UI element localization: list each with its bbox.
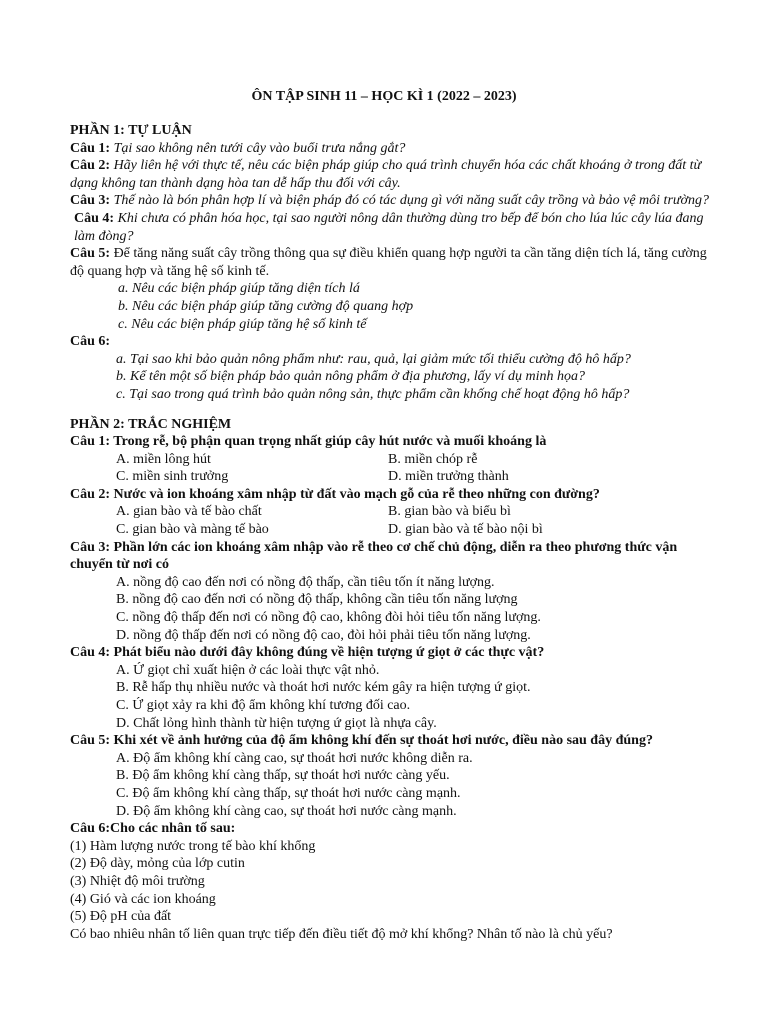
mc-q2-row-2 [70, 521, 710, 539]
factor-2: (2) Độ dày, mỏng của lớp cutin [70, 856, 245, 872]
option-d: D. Chất lỏng hình thành từ hiện tượng ứ giọt là nhựa cây. [116, 715, 437, 731]
option-b: B. Độ ẩm không khí càng thấp, sự thoát hơi nước càng yếu. [116, 768, 450, 784]
mc-question-6: Câu 6:Cho các nhân tố sau: [70, 821, 236, 837]
question-label: Câu 6: [70, 334, 111, 350]
essay-question-5 [70, 245, 710, 280]
factor-1: (1) Hàm lượng nước trong tế bào khí khổng [70, 838, 316, 854]
mc-q1-row-2 [70, 468, 710, 486]
mc-question-1: Câu 1: Trong rễ, bộ phận quan trọng nhất giúp cây hút nước và muối khoáng là [70, 434, 547, 450]
question-label: Câu 2: [70, 158, 111, 174]
mc-q1-row-1 [70, 451, 710, 469]
question-label: Câu 1: [70, 140, 111, 156]
part2-heading: PHẦN 2: TRẮC NGHIỆM [70, 416, 232, 432]
mc-q4-options [70, 662, 710, 732]
option-a: A. miền lông hút [116, 451, 211, 467]
essay-q5-item-c: c. Nêu các biện pháp giúp tăng hệ số kinh tế [118, 316, 367, 332]
essay-q6-item-b: b. Kể tên một số biện pháp bảo quản nông phẩm ở địa phương, lấy ví dụ minh họa? [116, 369, 585, 385]
essay-q5-item-b: b. Nêu các biện pháp giúp tăng cường độ quang hợp [118, 298, 414, 314]
question-text: Thế nào là bón phân hợp lí và biện pháp đó có tác dụng gì với năng suất cây trồng và bảo vệ môi trường? [113, 193, 709, 209]
question-text: Khi chưa có phân hóa học, tại sao người nông dân thường dùng tro bếp để bón cho lúa lúc cây lúa đang làm đòng? [74, 210, 704, 244]
essay-q6-item-a: a. Tại sao khi bảo quản nông phẩm như: rau, quả, lại giảm mức tối thiểu cường độ hô hấp? [116, 351, 631, 367]
question-label: Câu 4: [74, 210, 115, 226]
question-text: Tại sao không nên tưới cây vào buổi trưa nắng gắt? [113, 140, 406, 156]
option-b: B. gian bào và biểu bì [388, 504, 511, 520]
option-a: A. Ứ giọt chỉ xuất hiện ở các loài thực vật nhỏ. [116, 662, 380, 678]
mc-q6-question: Có bao nhiêu nhân tố liên quan trực tiếp đến điều tiết độ mở khí khổng? Nhân tố nào là chủ yếu? [70, 926, 613, 942]
mc-question-3: Câu 3: Phần lớn các ion khoáng xâm nhập vào rễ theo cơ chế chủ động, diễn ra theo phương thức vận chuyển từ nơi có [70, 539, 678, 573]
question-label: Câu 5: [70, 246, 111, 262]
option-c: C. gian bào và màng tế bào [116, 522, 269, 538]
question-text: Hãy liên hệ với thực tế, nêu các biện pháp giúp cho quá trình chuyển hóa các chất khoáng ở trong đất từ dạng không tan thành dạng hòa tan dễ hấp thu đối với cây. [70, 158, 702, 191]
factor-3: (3) Nhiệt độ môi trường [70, 873, 205, 889]
essay-question-6 [70, 333, 710, 351]
option-c: C. nồng độ thấp đến nơi có nồng độ cao, không đòi hỏi tiêu tốn năng lượng. [116, 610, 541, 626]
question-text: Để tăng năng suất cây trồng thông qua sự điều khiển quang hợp người ta cần tăng diện tích lá, tăng cường độ quang hợp và tăng hệ số kinh tế. [70, 246, 707, 279]
document-body [70, 122, 710, 943]
mc-q5-options [70, 750, 710, 820]
option-c: C. Độ ẩm không khí càng thấp, sự thoát hơi nước càng mạnh. [116, 785, 461, 801]
option-c: C. miền sinh trưởng [116, 469, 229, 485]
option-d: D. miền trưởng thành [388, 469, 509, 485]
option-a: A. Độ ẩm không khí càng cao, sự thoát hơi nước không diễn ra. [116, 750, 473, 766]
essay-q5-item-a: a. Nêu các biện pháp giúp tăng diện tích lá [118, 281, 360, 297]
part1-heading: PHẦN 1: TỰ LUẬN [70, 123, 192, 138]
option-d: D. nồng độ thấp đến nơi có nồng độ cao, đòi hỏi phải tiêu tốn năng lượng. [116, 627, 531, 643]
mc-question-2: Câu 2: Nước và ion khoáng xâm nhập từ đất vào mạch gỗ của rễ theo những con đường? [70, 486, 600, 502]
mc-question-4: Câu 4: Phát biểu nào dưới đây không đúng về hiện tượng ứ giọt ở các thực vật? [70, 645, 545, 661]
mc-q2-row-1 [70, 503, 710, 521]
factor-4: (4) Gió và các ion khoáng [70, 891, 216, 907]
essay-q6-item-c: c. Tại sao trong quá trình bảo quản nông sản, thực phẩm cần khống chế hoạt động hô hấp? [116, 386, 630, 402]
option-a: A. nồng độ cao đến nơi có nồng độ thấp, cần tiêu tốn ít năng lượng. [116, 574, 495, 590]
mc-question-5: Câu 5: Khi xét về ảnh hưởng của độ ẩm không khí đến sự thoát hơi nước, điều nào sau đây đúng? [70, 733, 653, 749]
option-d: D. Độ ẩm không khí càng cao, sự thoát hơi nước càng mạnh. [116, 803, 457, 819]
option-b: B. Rễ hấp thụ nhiều nước và thoát hơi nước kém gây ra hiện tượng ứ giọt. [116, 680, 531, 696]
essay-question-1 [70, 140, 710, 158]
essay-question-3 [70, 192, 710, 210]
essay-question-4 [70, 210, 710, 245]
essay-question-2 [70, 157, 710, 192]
option-a: A. gian bào và tế bào chất [116, 504, 262, 520]
option-b: B. miền chóp rễ [388, 451, 478, 467]
option-c: C. Ứ giọt xảy ra khi độ ẩm không khí tương đối cao. [116, 698, 411, 713]
question-label: Câu 3: [70, 193, 111, 209]
factor-5: (5) Độ pH của đất [70, 909, 172, 925]
option-d: D. gian bào và tế bào nội bì [388, 522, 543, 538]
option-b: B. nồng độ cao đến nơi có nồng độ thấp, không cần tiêu tốn năng lượng [116, 592, 518, 608]
document-title: ÔN TẬP SINH 11 – HỌC KÌ 1 (2022 – 2023) [251, 89, 517, 104]
mc-q3-options [70, 574, 710, 644]
